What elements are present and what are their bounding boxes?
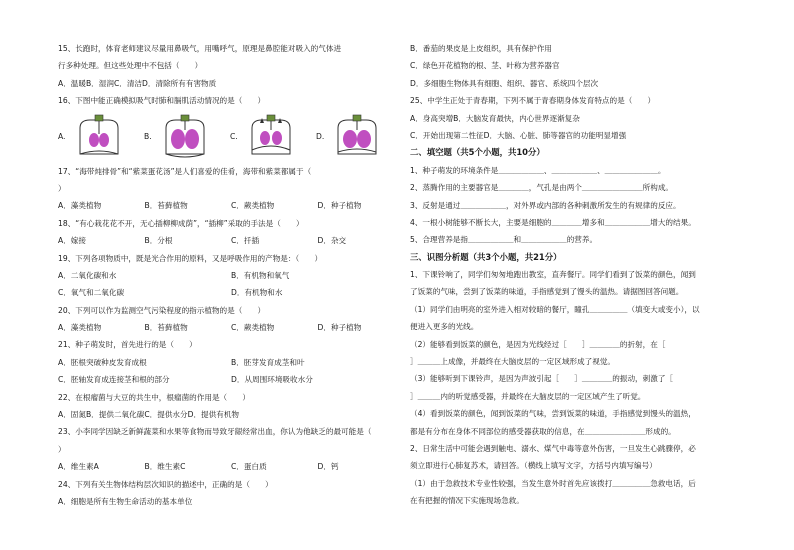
question-16-figures <box>58 110 404 163</box>
question-24-option-c: C．绿色开花植物的根、茎、叶称为营养器官 <box>410 61 560 71</box>
option-c: C．蕨类植物 <box>231 323 275 333</box>
fill-question-3: 3、反射是通过＿＿＿＿＿＿，对外界或内部的各种刺激所发生的有规律的反应。 <box>410 200 681 210</box>
option-a: A．维生素A <box>58 462 99 472</box>
question-23-line2: ） <box>58 444 66 454</box>
option-c: C．扦插 <box>231 236 260 246</box>
option-c: C．蕨类植物 <box>231 201 275 211</box>
analysis-line-9: （4）看到饭菜的颜色，闻到饭菜的气味，尝到饭菜的味道，手指感觉到馒头的温热， <box>410 409 696 419</box>
option-c: C．胚轴发育成连接茎和根的部分 <box>58 375 170 385</box>
option-d: D．种子植物 <box>317 323 362 333</box>
analysis-line-10: 都是有分布在身体不同部位的感受器获取的信息，在＿＿＿＿＿＿＿＿形成的。 <box>410 426 676 436</box>
bell-jar-model-a <box>70 114 128 158</box>
question-20: 20、下列可以作为监测空气污染程度的指示植物的是（ ） <box>58 305 266 315</box>
option-d: D．从周围环境吸收水分 <box>231 375 313 385</box>
figure-label-c: C. <box>230 131 238 141</box>
figure-d <box>316 114 402 158</box>
bell-jar-model-d <box>328 114 386 158</box>
figure-label-a: A. <box>58 131 66 141</box>
question-18-options <box>58 232 404 249</box>
analysis-line-12: 须立即进行心肺复苏术，请回答。（横线上填写文字，方括号内填写编号） <box>410 461 657 471</box>
question-25: 25、中学生正处于青春期，下列不属于青春期身体发育特点的是（ ） <box>410 96 656 106</box>
figure-a <box>58 114 144 158</box>
right-column <box>410 40 760 510</box>
option-a: A．胚根突破种皮发育成根 <box>58 357 147 367</box>
analysis-line-2: 了饭菜的气味，尝到了饭菜的味道，手指感觉到了馒头的温热。请据图回答问题。 <box>410 287 684 297</box>
option-a: A．二氧化碳和水 <box>58 270 117 280</box>
question-17-options <box>58 197 404 214</box>
question-15-line2: 行多种处理。但这些处理中不包括（ ） <box>58 61 203 71</box>
question-24-option-a: A．细胞是所有生物生命活动的基本单位 <box>58 496 193 506</box>
analysis-line-14: 在有把握的情况下实施现场急救。 <box>410 496 524 506</box>
question-23-line1: 23、小李同学因缺乏新鲜蔬菜和水果等食物而导致牙龈经常出血，你认为他缺乏的最可能是（ <box>58 427 372 437</box>
question-25-options-ab: A．身高突增B．大脑发育最快，内心世界逐渐复杂 <box>410 113 580 123</box>
analysis-line-4: 便进入更多的光线。 <box>410 322 479 332</box>
analysis-line-5: （2）能够看到饭菜的颜色，是因为光线经过［ ］＿＿＿＿的折射，在［ <box>410 339 666 349</box>
option-c: C．氧气和二氧化碳 <box>58 288 125 298</box>
analysis-line-6: ］＿＿＿上成像，并最终在大脑皮层的一定区域形成了视觉。 <box>410 357 616 367</box>
fill-question-1: 1、种子萌发的环境条件是＿＿＿＿＿＿、＿＿＿＿＿＿、＿＿＿＿＿＿＿。 <box>410 165 666 175</box>
bell-jar-model-c <box>242 114 300 158</box>
analysis-line-1: 1、下课铃响了，同学们匆匆地跑出教室，直奔餐厅。同学们看到了饭菜的颜色，闻到 <box>410 270 696 280</box>
question-22: 22、在根瘤菌与大豆的共生中，根瘤菌的作用是（ ） <box>58 392 250 402</box>
question-21-options-row1 <box>58 354 404 371</box>
question-22-options: A．固氮B．提供二氧化碳C．提供水分D．提供有机物 <box>58 410 240 420</box>
question-24-option-b: B．番茄的果皮是上皮组织，具有保护作用 <box>410 44 552 53</box>
question-15-line1: 15、长跑时，体育老师建议尽量用鼻吸气，用嘴呼气，原理是鼻腔能对吸入的气体进 <box>58 44 342 53</box>
fill-question-4: 4、一根小树能够不断长大，主要是细胞的＿＿＿＿增多和＿＿＿＿＿＿增大的结果。 <box>410 217 696 227</box>
analysis-line-7: （3）能够听到下课铃声，是因为声波引起［ ］＿＿＿＿的振动，刺激了［ <box>410 374 674 384</box>
figure-c <box>230 114 316 158</box>
option-d: D．有机物和水 <box>231 288 283 298</box>
option-d: D．种子植物 <box>317 201 362 211</box>
figure-label-b: B. <box>144 131 152 141</box>
question-19: 19、下列各项物质中，既是光合作用的原料，又是呼吸作用的产物是：（ ） <box>58 253 323 263</box>
analysis-line-13: （1）由于急救技术专业性较强，当发生意外时首先应该拨打＿＿＿＿＿急救电话，后 <box>410 478 696 488</box>
option-b: B．维生素C <box>144 462 186 472</box>
question-23-options <box>58 458 404 475</box>
question-24-option-d: D．多细胞生物体具有细胞、组织、器官、系统四个层次 <box>410 78 599 88</box>
option-b: B．胚芽发育成茎和叶 <box>231 357 305 367</box>
option-a: A．藻类植物 <box>58 323 102 333</box>
question-18: 18、“有心栽花花不开，无心插柳柳成荫”，“插柳”采取的手法是（ ） <box>58 218 304 228</box>
analysis-line-8: ］＿＿＿内的听觉感受器，并最终在大脑皮层的一定区域产生了听觉。 <box>410 391 646 401</box>
bell-jar-model-b <box>156 114 214 158</box>
question-16: 16、下图中能正确模拟吸气时肺和膈肌活动情况的是（ ） <box>58 96 266 106</box>
option-b: B．有机物和氧气 <box>231 270 290 280</box>
option-d: D．杂交 <box>317 236 347 246</box>
left-column <box>58 40 404 510</box>
option-a: A．藻类植物 <box>58 201 102 211</box>
question-25-options-cd: C．开始出现第二性征D．大脑、心脏、肺等器官的功能明显增强 <box>410 130 627 140</box>
fill-question-5: 5、合理营养是指＿＿＿＿＿＿和＿＿＿＿＿＿的营养。 <box>410 235 598 245</box>
option-d: D．钙 <box>317 462 339 472</box>
question-24: 24、下列有关生物体结构层次知识的描述中，正确的是（ ） <box>58 479 273 489</box>
question-21-options-row2 <box>58 371 404 388</box>
question-17-line1: 17、“海带炖排骨”和“紫菜蛋花汤”是人们喜爱的佳肴，海带和紫菜都属于（ <box>58 166 312 176</box>
analysis-line-3: （1）同学们由明亮的室外进入相对较暗的餐厅，瞳孔＿＿＿＿＿（填变大或变小），以 <box>410 304 700 314</box>
option-b: B．苔藓植物 <box>144 323 188 333</box>
fill-question-2: 2、蒸腾作用的主要器官是＿＿＿＿，气孔是由两个＿＿＿＿＿＿＿＿所构成。 <box>410 183 674 193</box>
question-19-options-row1 <box>58 267 404 284</box>
question-17-line2: ） <box>58 183 66 193</box>
figure-label-d: D. <box>316 131 325 141</box>
question-21: 21、种子萌发时，首先进行的是（ ） <box>58 340 197 350</box>
option-b: B．分根 <box>144 236 173 246</box>
question-15-options: A．温暖B．湿润C．清洁D．清除所有有害物质 <box>58 78 217 88</box>
question-20-options <box>58 319 404 336</box>
section-3-heading: 三、识图分析题（共3个小题，共21分） <box>410 251 562 262</box>
option-c: C．蛋白质 <box>231 462 267 472</box>
figure-b <box>144 114 230 158</box>
section-2-heading: 二、填空题（共5个小题，共10分） <box>410 147 545 158</box>
option-a: A．嫁接 <box>58 236 86 246</box>
question-19-options-row2 <box>58 284 404 301</box>
analysis-line-11: 2、日常生活中可能会遇到触电、溺水、煤气中毒等意外伤害，一旦发生心跳骤停，必 <box>410 443 696 453</box>
option-b: B．苔藓植物 <box>144 201 188 211</box>
